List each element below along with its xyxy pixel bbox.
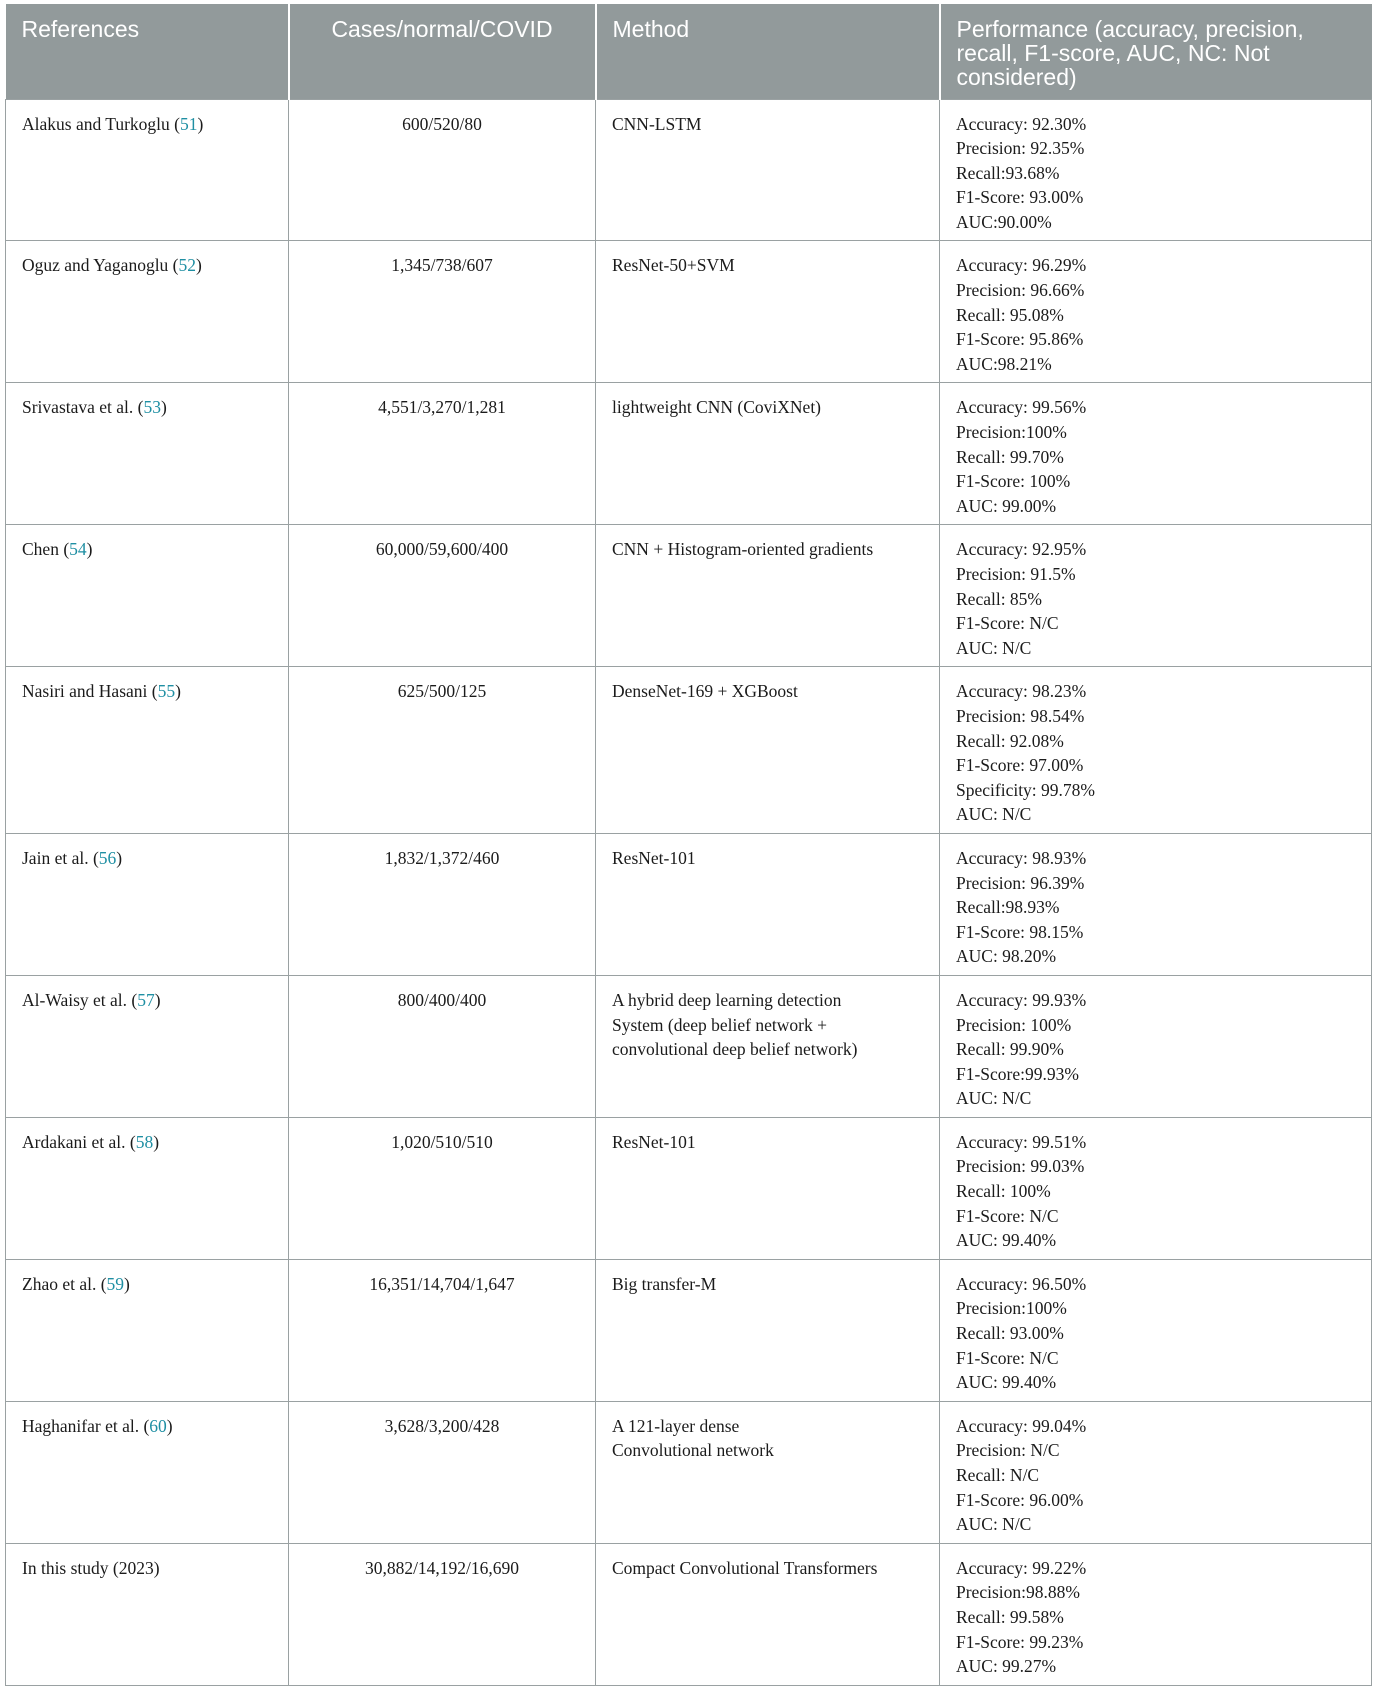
method-line: Big transfer-M <box>612 1273 717 1294</box>
performance-line: AUC: N/C <box>956 1088 1032 1109</box>
reference-cell <box>6 667 289 834</box>
method-cell <box>596 241 940 383</box>
reference-link[interactable]: 58 <box>135 1131 154 1152</box>
method-line: ResNet-50+SVM <box>612 255 735 276</box>
reference-link[interactable]: 56 <box>98 847 117 868</box>
performance-line: Accuracy: 99.22% <box>956 1557 1087 1578</box>
performance-line: Recall: 85% <box>956 588 1043 609</box>
performance-line: Specificity: 99.78% <box>956 779 1096 800</box>
performance-line: AUC: N/C <box>956 1514 1032 1535</box>
performance-cell <box>940 99 1372 241</box>
performance-line: Accuracy: 96.50% <box>956 1273 1087 1294</box>
method-cell <box>596 833 940 975</box>
reference-close: ) <box>86 539 93 560</box>
performance-line: Accuracy: 98.23% <box>956 681 1087 702</box>
method-cell <box>596 1401 940 1543</box>
performance-line: AUC:98.21% <box>956 353 1052 374</box>
performance-cell <box>940 1117 1372 1259</box>
cases-cell: 625/500/125 <box>289 667 596 834</box>
reference-name: Chen ( <box>22 539 70 560</box>
performance-line: AUC: 99.40% <box>956 1230 1057 1251</box>
performance-line: AUC:90.00% <box>956 211 1052 232</box>
cases-cell: 800/400/400 <box>289 975 596 1117</box>
table-row <box>6 99 1372 241</box>
reference-cell <box>6 975 289 1117</box>
performance-line: Accuracy: 99.51% <box>956 1131 1087 1152</box>
performance-line: Precision:98.88% <box>956 1582 1080 1603</box>
reference-cell <box>6 1401 289 1543</box>
method-line: System (deep belief network + <box>612 1014 827 1035</box>
method-line: A hybrid deep learning detection <box>612 989 842 1010</box>
table-row <box>6 975 1372 1117</box>
performance-line: Accuracy: 99.56% <box>956 397 1087 418</box>
performance-cell <box>940 1401 1372 1543</box>
method-line: convolutional deep belief network) <box>612 1039 858 1060</box>
cases-cell: 60,000/59,600/400 <box>289 525 596 667</box>
performance-line: Precision:100% <box>956 1298 1067 1319</box>
performance-line: AUC: 99.40% <box>956 1372 1057 1393</box>
method-line: DenseNet-169 + XGBoost <box>612 681 798 702</box>
performance-line: Precision: 96.66% <box>956 280 1085 301</box>
performance-line: AUC: 98.20% <box>956 946 1057 967</box>
performance-line: F1-Score: 93.00% <box>956 187 1084 208</box>
reference-link[interactable]: 54 <box>69 539 87 560</box>
cases-cell: 16,351/14,704/1,647 <box>289 1259 596 1401</box>
performance-line: Recall:93.68% <box>956 162 1060 183</box>
reference-link[interactable]: 52 <box>178 255 197 276</box>
table-row <box>6 1543 1372 1685</box>
reference-link[interactable]: 55 <box>157 681 176 702</box>
table-row <box>6 667 1372 834</box>
reference-cell <box>6 1259 289 1401</box>
performance-cell <box>940 975 1372 1117</box>
cases-cell: 4,551/3,270/1,281 <box>289 383 596 525</box>
cases-cell: 1,020/510/510 <box>289 1117 596 1259</box>
method-cell <box>596 1543 940 1685</box>
method-line: Convolutional network <box>612 1440 774 1461</box>
performance-line: F1-Score: 96.00% <box>956 1489 1084 1510</box>
table-row <box>6 1259 1372 1401</box>
reference-name: Al-Waisy et al. ( <box>22 989 138 1010</box>
reference-cell <box>6 833 289 975</box>
reference-name: Oguz and Yaganoglu ( <box>22 255 179 276</box>
performance-line: Precision: 91.5% <box>956 564 1076 584</box>
performance-line: F1-Score: 100% <box>956 471 1071 492</box>
table-row <box>6 1401 1372 1543</box>
reference-close: ) <box>197 113 204 134</box>
method-cell <box>596 525 940 667</box>
reference-cell <box>6 1117 289 1259</box>
performance-line: Precision:100% <box>956 422 1067 443</box>
performance-line: Precision: N/C <box>956 1440 1060 1461</box>
performance-line: Recall: 99.70% <box>956 446 1064 467</box>
method-line: CNN + Histogram-oriented gradients <box>612 539 874 560</box>
method-line: CNN-LSTM <box>612 113 702 134</box>
performance-line: F1-Score: N/C <box>956 613 1059 634</box>
performance-line: Precision: 92.35% <box>956 138 1085 159</box>
cases-cell: 600/520/80 <box>289 99 596 241</box>
reference-cell <box>6 383 289 525</box>
performance-line: Accuracy: 99.04% <box>956 1415 1087 1436</box>
cases-cell: 30,882/14,192/16,690 <box>289 1543 596 1685</box>
method-line: lightweight CNN (CoviXNet) <box>612 397 822 418</box>
method-cell <box>596 383 940 525</box>
method-line: Compact Convolutional Transformers <box>612 1557 878 1578</box>
table-body <box>6 99 1372 1685</box>
performance-line: AUC: N/C <box>956 804 1032 825</box>
performance-line: Precision: 98.54% <box>956 705 1085 726</box>
performance-line: Precision: 100% <box>956 1014 1072 1035</box>
reference-close: ) <box>196 255 202 276</box>
performance-cell <box>940 383 1372 525</box>
reference-link[interactable]: 53 <box>143 397 161 418</box>
reference-cell <box>6 525 289 667</box>
reference-name: Ardakani et al. ( <box>22 1131 136 1152</box>
reference-name: Alakus and Turkoglu ( <box>22 113 180 134</box>
performance-cell <box>940 1259 1372 1401</box>
performance-line: Recall: N/C <box>956 1465 1040 1485</box>
reference-name: Nasiri and Hasani ( <box>22 681 158 702</box>
performance-line: F1-Score: 95.86% <box>956 329 1084 350</box>
reference-close: ) <box>124 1273 130 1294</box>
performance-cell <box>940 1543 1372 1685</box>
performance-line: Precision: 99.03% <box>956 1156 1085 1177</box>
reference-cell <box>6 99 289 241</box>
header-row <box>6 4 1372 99</box>
performance-line: Recall:98.93% <box>956 897 1060 918</box>
table-row <box>6 383 1372 525</box>
reference-name: Haghanifar et al. ( <box>22 1415 150 1436</box>
performance-line: Accuracy: 99.93% <box>956 989 1087 1010</box>
performance-line: Recall: 93.00% <box>956 1323 1064 1344</box>
header-references: References <box>6 4 289 99</box>
comparison-table <box>5 4 1372 1686</box>
reference-name: Srivastava et al. ( <box>22 397 144 418</box>
header-cases: Cases/normal/COVID <box>289 4 596 99</box>
table-row <box>6 525 1372 667</box>
reference-close: ) <box>175 681 181 702</box>
performance-line: F1-Score: 97.00% <box>956 755 1084 776</box>
reference-name: Zhao et al. ( <box>22 1273 107 1294</box>
performance-line: Accuracy: 98.93% <box>956 847 1087 868</box>
performance-line: AUC: 99.27% <box>956 1656 1057 1677</box>
reference-link[interactable]: 59 <box>106 1273 125 1294</box>
reference-cell <box>6 241 289 383</box>
method-line: ResNet-101 <box>612 1131 696 1152</box>
performance-cell <box>940 667 1372 834</box>
reference-close: ) <box>116 847 123 868</box>
reference-name: In this study (2023) <box>22 1557 160 1578</box>
reference-link[interactable]: 60 <box>149 1415 167 1436</box>
header-method: Method <box>596 4 940 99</box>
reference-close: ) <box>153 1131 160 1152</box>
performance-line: Precision: 96.39% <box>956 872 1085 893</box>
performance-line: AUC: 99.00% <box>956 495 1057 516</box>
method-line: ResNet-101 <box>612 847 696 868</box>
reference-link[interactable]: 51 <box>180 113 198 134</box>
performance-line: F1-Score: 98.15% <box>956 921 1084 942</box>
performance-line: Recall: 100% <box>956 1181 1051 1202</box>
performance-line: AUC: N/C <box>956 637 1032 658</box>
method-cell <box>596 975 940 1117</box>
performance-line: Accuracy: 92.95% <box>956 539 1087 560</box>
reference-link[interactable]: 57 <box>137 989 155 1010</box>
method-cell <box>596 1259 940 1401</box>
cases-cell: 1,345/738/607 <box>289 241 596 383</box>
cases-cell: 1,832/1,372/460 <box>289 833 596 975</box>
performance-cell <box>940 241 1372 383</box>
method-cell <box>596 667 940 834</box>
header-performance: Performance (accuracy, precision, recall, F1-score, AUC, NC: Not considered) <box>940 4 1372 99</box>
method-cell <box>596 99 940 241</box>
table-row <box>6 241 1372 383</box>
performance-line: F1-Score: 99.23% <box>956 1631 1084 1652</box>
performance-line: Recall: 92.08% <box>956 730 1064 751</box>
table-row <box>6 833 1372 975</box>
cases-cell: 3,628/3,200/428 <box>289 1401 596 1543</box>
performance-line: Accuracy: 96.29% <box>956 255 1087 276</box>
reference-close: ) <box>154 989 161 1010</box>
performance-line: Recall: 99.58% <box>956 1606 1064 1627</box>
performance-line: F1-Score: N/C <box>956 1347 1059 1368</box>
performance-line: Recall: 99.90% <box>956 1039 1064 1060</box>
reference-close: ) <box>166 1415 173 1436</box>
table-row <box>6 1117 1372 1259</box>
performance-cell <box>940 833 1372 975</box>
performance-line: F1-Score: N/C <box>956 1205 1059 1226</box>
method-line: A 121-layer dense <box>612 1415 740 1436</box>
reference-close: ) <box>160 397 167 418</box>
performance-line: Recall: 95.08% <box>956 304 1064 325</box>
method-cell <box>596 1117 940 1259</box>
reference-name: Jain et al. ( <box>22 847 99 868</box>
reference-cell <box>6 1543 289 1685</box>
table-header <box>6 4 1372 99</box>
performance-cell <box>940 525 1372 667</box>
performance-line: F1-Score:99.93% <box>956 1063 1079 1084</box>
performance-line: Accuracy: 92.30% <box>956 113 1087 134</box>
